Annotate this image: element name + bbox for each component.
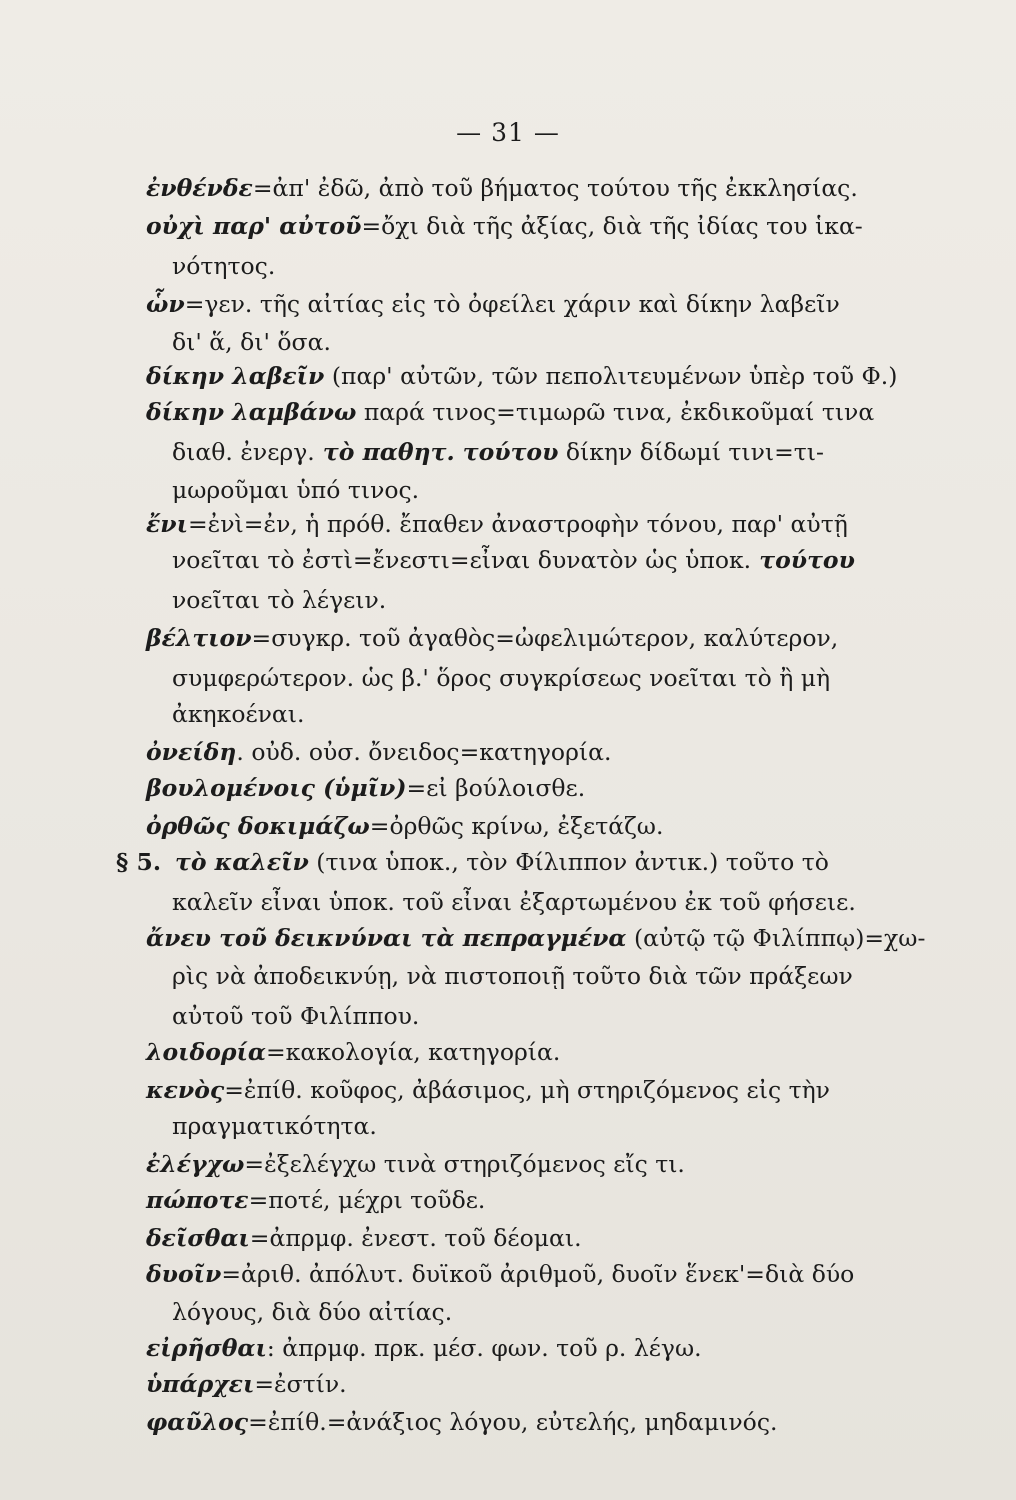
- glossary-line: [172, 1296, 452, 1328]
- glossary-line: [172, 544, 855, 576]
- glossary-text: =ἐστίν.: [254, 1370, 347, 1398]
- section-line: [116, 846, 829, 878]
- glossary-term: τούτου: [751, 546, 855, 574]
- glossary-text: (αὐτῷ τῷ Φιλίππῳ)=χω-: [626, 924, 926, 952]
- glossary-text: δι' ἅ, δι' ὅσα.: [172, 328, 331, 356]
- glossary-line: [172, 698, 305, 730]
- glossary-term: ὀρθῶς δοκιμάζω: [146, 812, 370, 840]
- glossary-term: ἐνθένδε: [146, 174, 253, 202]
- glossary-text: καλεῖν εἶναι ὑποκ. τοῦ εἶναι ἐξαρτωμένου ἐκ τοῦ φήσειε.: [172, 888, 856, 916]
- glossary-line: [172, 1000, 419, 1032]
- glossary-term: βέλτιον: [146, 624, 252, 652]
- glossary-term: πώποτε: [146, 1186, 249, 1214]
- glossary-term: φαῦλος: [146, 1408, 249, 1436]
- glossary-term: τὸ καλεῖν: [175, 848, 309, 876]
- glossary-term: οὐχὶ παρ' αὐτοῦ: [146, 212, 362, 240]
- glossary-line: [172, 886, 856, 918]
- glossary-text: =ἐξελέγχω τινὰ στηριζόμενος εἴς τι.: [244, 1150, 685, 1178]
- glossary-line: [146, 508, 848, 540]
- glossary-line: [172, 250, 275, 282]
- glossary-text: συμφερώτερον. ὡς β.' ὅρος συγκρίσεως νοεῖται τὸ ἢ μὴ: [172, 664, 831, 692]
- glossary-line: [146, 396, 874, 428]
- glossary-line: [146, 922, 925, 954]
- glossary-line: [146, 1258, 854, 1290]
- glossary-text: =συγκρ. τοῦ ἀγαθὸς=ὠφελιμώτερον, καλύτερον,: [251, 624, 839, 652]
- glossary-term: ὧν: [146, 290, 185, 318]
- glossary-text: =ποτέ, μέχρι τοῦδε.: [248, 1186, 486, 1214]
- glossary-text: =ἐπίθ.=ἀνάξιος λόγου, εὐτελής, μηδαμινός.: [248, 1408, 778, 1436]
- glossary-text: ἀκηκοέναι.: [172, 700, 305, 728]
- glossary-text: =ὀρθῶς κρίνω, ἐξετάζω.: [369, 812, 664, 840]
- glossary-line: [172, 960, 853, 992]
- glossary-text: παρά τινος=τιμωρῶ τινα, ἐκδικοῦμαί τινα: [356, 398, 875, 426]
- glossary-line: [172, 436, 824, 468]
- glossary-term: ὑπάρχει: [146, 1370, 255, 1398]
- glossary-line: [172, 474, 419, 506]
- glossary-term: τὸ παθητ. τούτου: [314, 438, 559, 466]
- glossary-text: (τινα ὑποκ., τὸν Φίλιππον ἀντικ.) τοῦτο τὸ: [308, 848, 829, 876]
- glossary-line: [172, 1110, 377, 1142]
- glossary-line: [146, 772, 585, 804]
- glossary-term: ἔνι: [146, 510, 188, 538]
- glossary-text: =εἰ βούλοισθε.: [406, 774, 586, 802]
- glossary-line: [146, 172, 858, 204]
- glossary-text: πραγματικότητα.: [172, 1112, 377, 1140]
- glossary-line: [146, 1148, 685, 1180]
- glossary-text: δίκην δίδωμί τινι=τι-: [558, 438, 824, 466]
- glossary-text: λόγους, διὰ δύο αἰτίας.: [172, 1298, 453, 1326]
- glossary-text: =ἀπρμφ. ἐνεστ. τοῦ δέομαι.: [249, 1224, 582, 1252]
- glossary-line: [172, 584, 386, 616]
- glossary-line: [146, 1406, 777, 1438]
- glossary-text: =ἀπ' ἐδῶ, ἀπὸ τοῦ βήματος τούτου τῆς ἐκκλησίας.: [252, 174, 858, 202]
- glossary-text: νότητος.: [172, 252, 276, 280]
- glossary-text: μωροῦμαι ὑπό τινος.: [172, 476, 420, 504]
- glossary-term: ἐλέγχω: [146, 1150, 245, 1178]
- glossary-line: [146, 1074, 830, 1106]
- section-marker: § 5.: [116, 848, 162, 876]
- glossary-line: [146, 1036, 560, 1068]
- glossary-term: λοιδορία: [146, 1038, 266, 1066]
- glossary-term: δεῖσθαι: [146, 1224, 250, 1252]
- glossary-text: νοεῖται τὸ λέγειν.: [172, 586, 387, 614]
- glossary-line: [172, 662, 830, 694]
- glossary-term: βουλομένοις (ὑμῖν): [146, 774, 407, 802]
- glossary-term: ἄνευ τοῦ δεικνύναι τὰ πεπραγμένα: [146, 924, 627, 952]
- glossary-text: =γεν. τῆς αἰτίας εἰς τὸ ὀφείλει χάριν καὶ δίκην λαβεῖν: [184, 290, 840, 318]
- glossary-term: δίκην λαβεῖν: [146, 362, 325, 390]
- glossary-term: δίκην λαμβάνω: [146, 398, 357, 426]
- glossary-line: [146, 736, 611, 768]
- glossary-text: =ἐπίθ. κοῦφος, ἀβάσιμος, μὴ στηριζόμενος εἰς τὴν: [224, 1076, 830, 1104]
- glossary-term: εἰρῆσθαι: [146, 1334, 267, 1362]
- glossary-term: κενὸς: [146, 1076, 225, 1104]
- glossary-text: =ἐνὶ=ἐν, ἡ πρόθ. ἔπαθεν ἀναστροφὴν τόνου, παρ' αὐτῇ: [187, 510, 848, 538]
- glossary-text: : ἀπρμφ. πρκ. μέσ. φων. τοῦ ρ. λέγω.: [266, 1334, 702, 1362]
- glossary-text: =ἀριθ. ἀπόλυτ. δυϊκοῦ ἀριθμοῦ, δυοῖν ἕνεκ'=διὰ δύο: [221, 1260, 855, 1288]
- glossary-text: νοεῖται τὸ ἐστὶ=ἔνεστι=εἶναι δυνατὸν ὡς ὑποκ.: [172, 546, 752, 574]
- glossary-text: αὐτοῦ τοῦ Φιλίππου.: [172, 1002, 420, 1030]
- page-number: — 31 —: [456, 118, 560, 147]
- glossary-text: (παρ' αὐτῶν, τῶν πεπολιτευμένων ὑπὲρ τοῦ Φ.): [324, 362, 898, 390]
- glossary-text: . οὐδ. οὐσ. ὄνειδος=κατηγορία.: [236, 738, 612, 766]
- glossary-line: [146, 1368, 347, 1400]
- glossary-term: ὀνείδη: [146, 738, 237, 766]
- glossary-line: [146, 622, 838, 654]
- glossary-line: [146, 210, 863, 242]
- glossary-line: [146, 810, 663, 842]
- glossary-line: [146, 288, 840, 320]
- glossary-text: =κακολογία, κατηγορία.: [265, 1038, 561, 1066]
- glossary-line: [146, 1222, 582, 1254]
- glossary-text: ρὶς νὰ ἀποδεικνύῃ, νὰ πιστοποιῇ τοῦτο διὰ τῶν πράξεων: [172, 962, 853, 990]
- glossary-term: δυοῖν: [146, 1260, 222, 1288]
- glossary-line: [146, 1332, 702, 1364]
- glossary-line: [146, 1184, 485, 1216]
- glossary-text: =ὄχι διὰ τῆς ἀξίας, διὰ τῆς ἰδίας του ἱκα-: [361, 212, 863, 240]
- glossary-line: [172, 326, 331, 358]
- glossary-line: [146, 360, 897, 392]
- glossary-text: διαθ. ἐνεργ.: [172, 438, 315, 466]
